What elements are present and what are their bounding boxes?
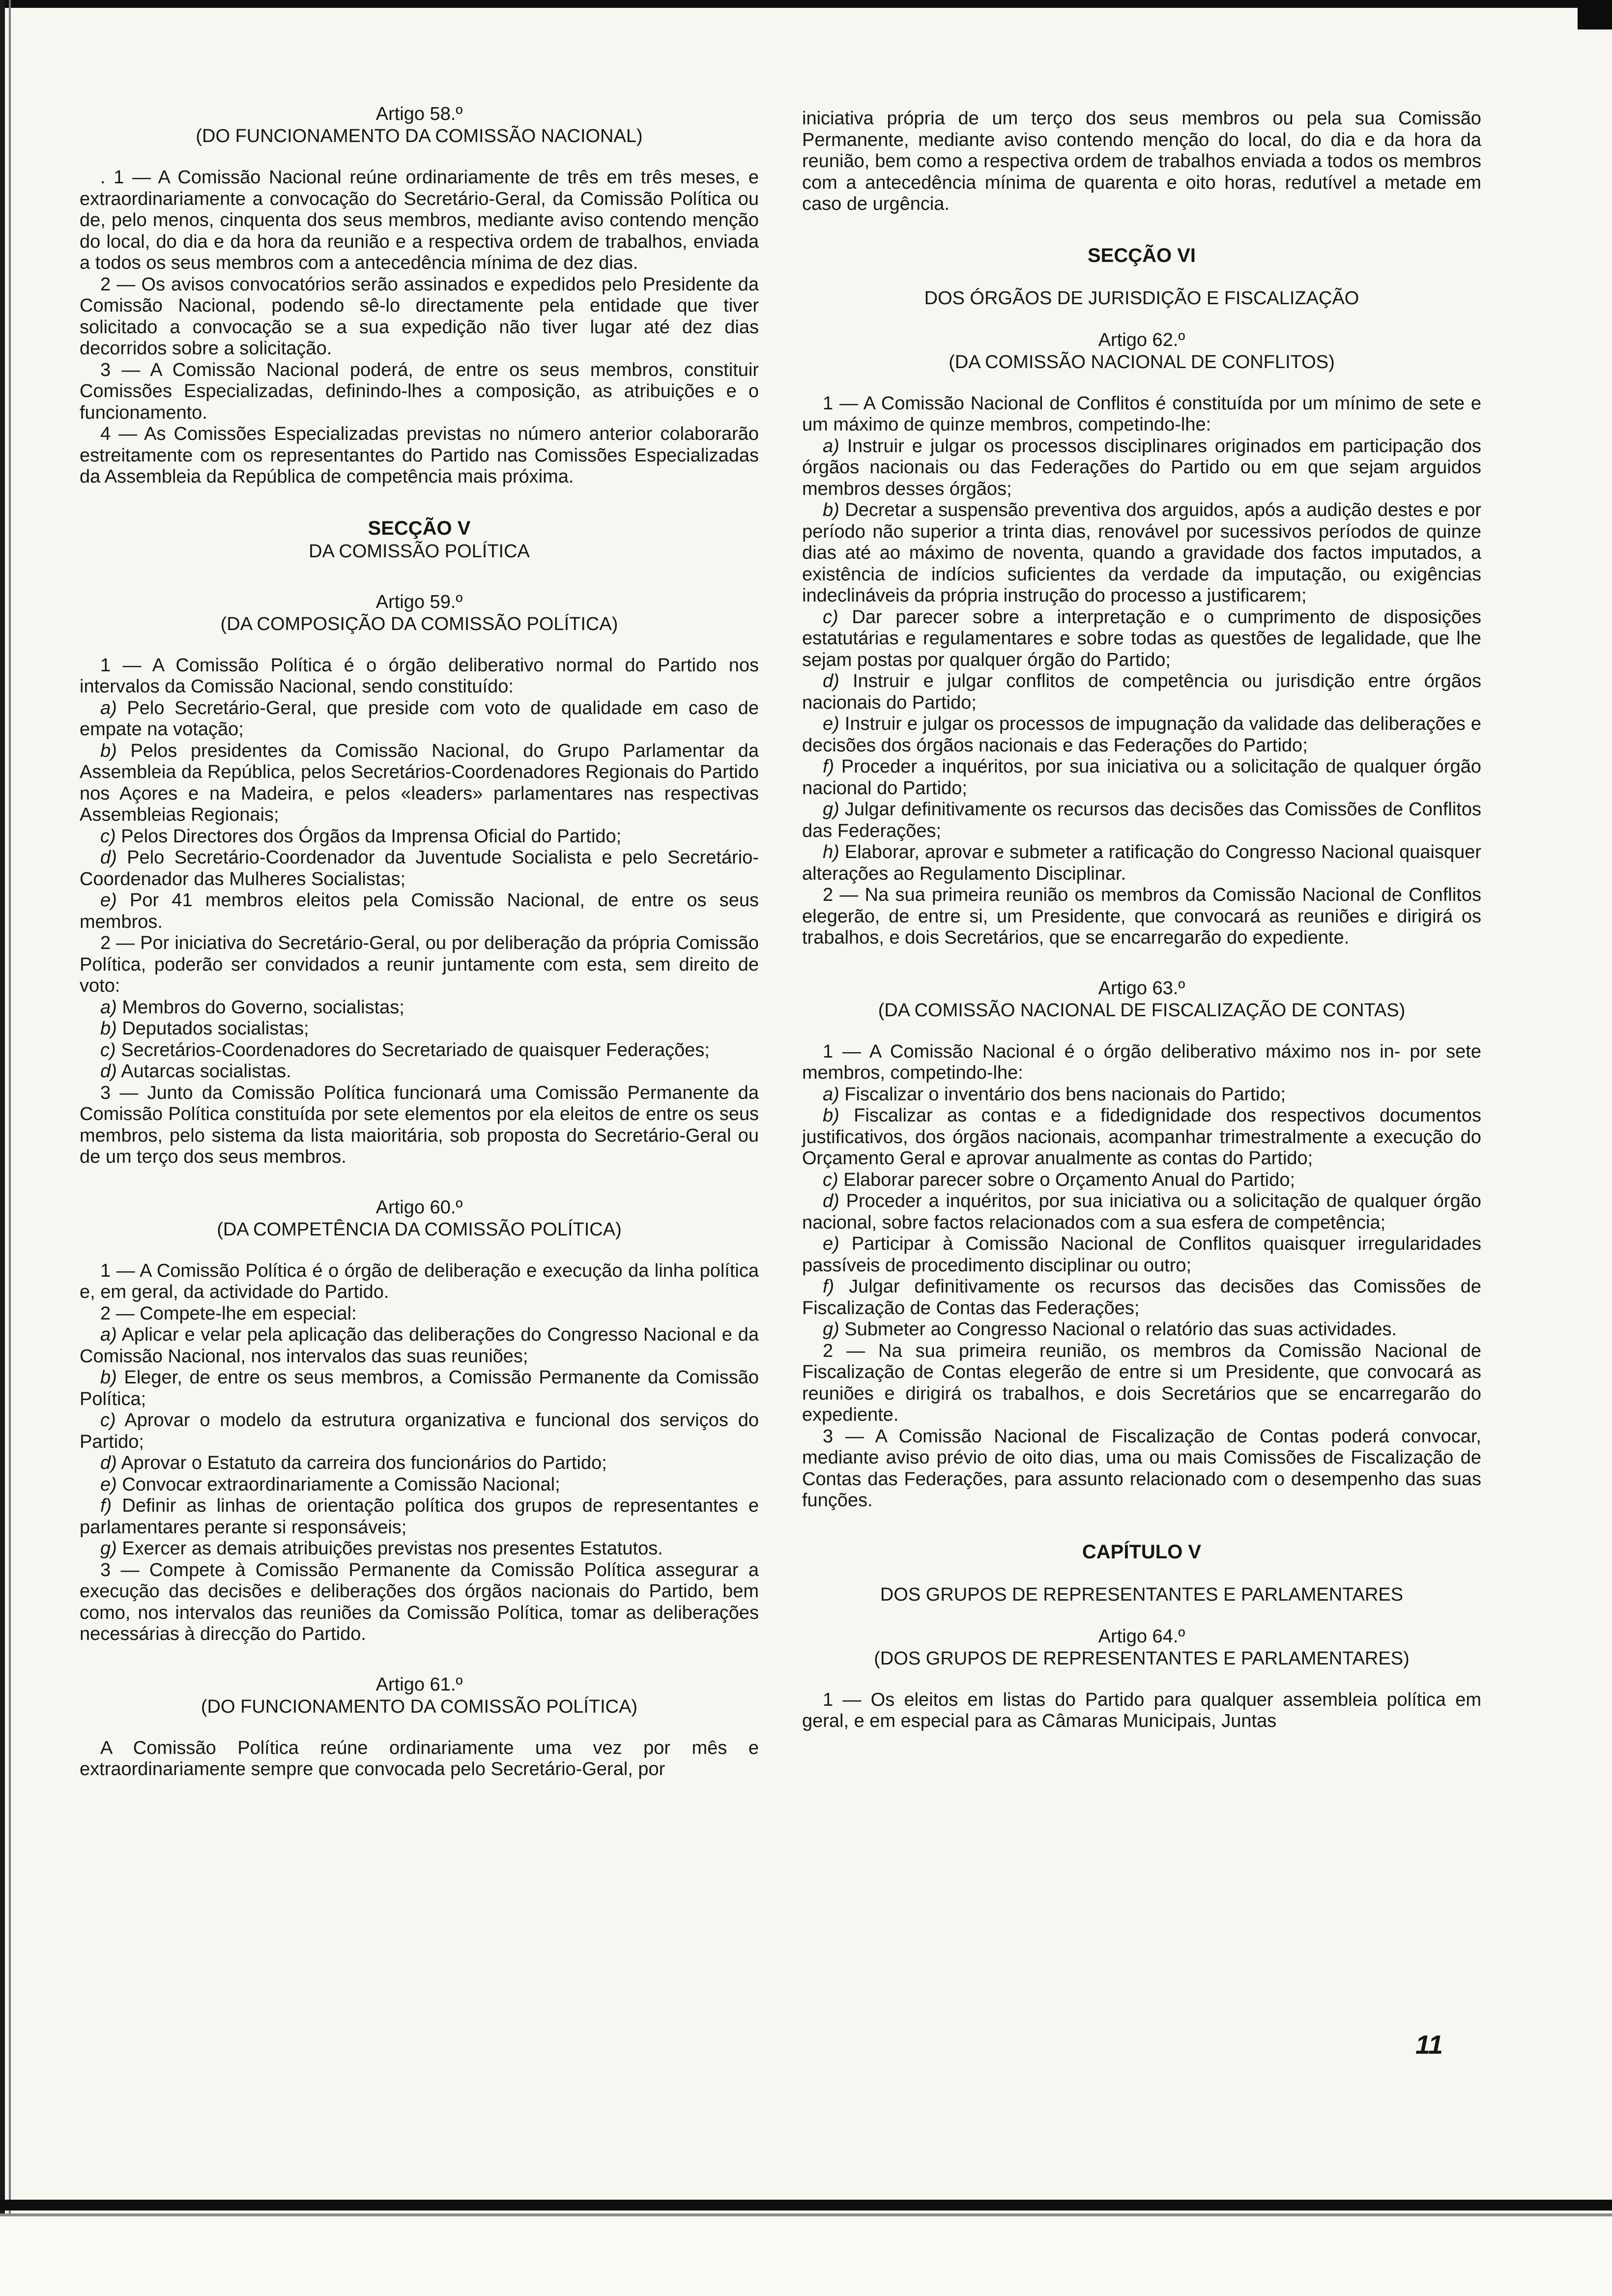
scan-border-top <box>0 0 1612 8</box>
list-text: Eleger, de entre os seus membros, a Comissão Permanente da Comissão Política; <box>80 1367 759 1409</box>
article-59-heading <box>80 591 759 635</box>
scan-corner-mark <box>1578 0 1612 29</box>
list-text: Pelo Secretário-Geral, que preside com voto de qualidade em caso de empate na votação; <box>80 697 759 740</box>
list-text: Membros do Governo, socialistas; <box>122 997 404 1018</box>
paragraph: 3 — A Comissão Nacional de Fiscalização de Contas poderá convocar, mediante aviso prévio de oito dias, uma ou mais Comissões de Fiscalização de Contas das Federações, para assunto relacionado com o desempenho das suas funções. <box>802 1426 1481 1511</box>
list-text: Proceder a inquéritos, por sua iniciativa ou a solicitação de qualquer órgão nacional, sobre factos relacionados com a sua esfera de competência; <box>802 1191 1481 1233</box>
list-item <box>802 1191 1481 1234</box>
list-text: Pelos presidentes da Comissão Nacional, do Grupo Parlamentar da Assembleia da República, pelos Secretários-Coordenadores Regionais do Partido nos Açores e na Madeira, e pelos «leaders» parlamentares nas respectivas Assembleias Regionais; <box>80 740 759 825</box>
article-62-heading <box>802 329 1481 373</box>
article-title: Artigo 59.º <box>375 591 463 612</box>
list-text: Convocar extraordinariamente a Comissão Nacional; <box>122 1474 560 1495</box>
list-letter: h) <box>823 842 839 862</box>
paragraph: 1 — Os eleitos em listas do Partido para qualquer assembleia política em geral, e em especial para as Câmaras Municipais, Juntas <box>802 1689 1481 1731</box>
list-item <box>802 842 1481 885</box>
list-text: Proceder a inquéritos, por sua iniciativa ou a solicitação de qualquer órgão nacional do Partido; <box>802 756 1481 799</box>
article-subtitle: (DA COMPOSIÇÃO DA COMISSÃO POLÍTICA) <box>220 613 618 634</box>
list-item <box>80 1040 759 1062</box>
list-item <box>802 1084 1481 1106</box>
list-letter: c) <box>100 1039 116 1061</box>
list-item <box>80 890 759 933</box>
list-letter: e) <box>100 890 117 911</box>
list-item <box>80 698 759 741</box>
list-letter: a) <box>823 435 839 457</box>
list-letter: f) <box>823 1276 835 1297</box>
list-letter: d) <box>100 1061 117 1082</box>
article-subtitle: (DA COMISSÃO NACIONAL DE FISCALIZAÇÃO DE CONTAS) <box>878 1000 1406 1021</box>
list-text: Fiscalizar as contas e a fidedignidade dos respectivos documentos justificativos, dos órgãos nacionais, acompanhar trimestralmente a execução do Orçamento Geral e aprovar anualmente as contas do Partido; <box>802 1105 1482 1169</box>
list-item <box>80 1453 759 1474</box>
list-letter: c) <box>823 1169 838 1190</box>
list-item <box>80 997 759 1019</box>
article-subtitle: (DO FUNCIONAMENTO DA COMISSÃO NACIONAL) <box>196 126 643 146</box>
chapter-title: CAPÍTULO V <box>1082 1541 1202 1563</box>
paragraph: 1 — A Comissão Política é o órgão deliberativo normal do Partido nos intervalos da Comissão Nacional, sendo constituído: <box>80 655 759 697</box>
section-title: SECÇÃO V <box>368 517 471 539</box>
scan-border-left <box>0 0 5 2296</box>
list-item <box>80 847 759 890</box>
list-text: Definir as linhas de orientação política dos grupos de representantes e parlamentares perante si responsáveis; <box>80 1495 759 1538</box>
list-text: Pelo Secretário-Coordenador da Juventude Socialista e pelo Secretário-Coordenador das Mulheres Socialistas; <box>80 847 759 890</box>
list-text: Deputados socialistas; <box>122 1018 309 1039</box>
list-letter: a) <box>100 1324 117 1345</box>
paragraph: 2 — Os avisos convocatórios serão assinados e expedidos pelo Presidente da Comissão Nacional, podendo sê-lo directamente pela entidade que tiver solicitado a convocação se a sua expedição não tiver lugar até dez dias decorridos sobre a solicitação. <box>80 274 759 359</box>
article-63-heading <box>802 977 1481 1022</box>
paragraph: 2 — Compete-lhe em especial: <box>100 1303 357 1324</box>
list-text: Secretários-Coordenadores do Secretariado de quaisquer Federações; <box>121 1039 710 1061</box>
list-letter: g) <box>100 1538 117 1559</box>
list-item <box>802 671 1481 714</box>
paragraph: 4 — As Comissões Especializadas previstas no número anterior colaborarão estreitamente com os representantes do Partido nas Comissões Especializadas da Assembleia da República de competência mais próxima. <box>80 424 759 487</box>
paragraph: 3 — A Comissão Nacional poderá, de entre os seus membros, constituir Comissões Especializadas, definindo-lhes a composição, as atribuições e o funcionamento. <box>80 359 759 423</box>
list-text: Instruir e julgar os processos de impugnação da validade das deliberações e decisões dos órgãos nacionais e das Federações do Partido; <box>802 714 1481 756</box>
list-item <box>802 1319 1481 1341</box>
list-item <box>802 799 1481 842</box>
article-subtitle: (DOS GRUPOS DE REPRESENTANTES E PARLAMENTARES) <box>874 1648 1410 1669</box>
list-letter: d) <box>100 847 117 868</box>
paragraph: 1 — A Comissão Nacional de Conflitos é constituída por um mínimo de sete e um máximo de quinze membros, competindo-lhe: <box>802 393 1481 435</box>
list-letter: b) <box>100 1367 117 1388</box>
paragraph: 1 — A Comissão Política é o órgão de deliberação e execução da linha política e, em geral, da actividade do Partido. <box>80 1260 759 1302</box>
list-item <box>802 436 1481 500</box>
list-text: Julgar definitivamente os recursos das decisões das Comissões de Fiscalização de Contas das Federações; <box>802 1276 1481 1319</box>
right-column <box>802 108 1481 1732</box>
list-item <box>80 1018 759 1040</box>
list-letter: b) <box>823 500 839 520</box>
list-text: Aprovar o modelo da estrutura organizativa e funcional dos serviços do Partido; <box>80 1410 759 1452</box>
list-text: Submeter ao Congresso Nacional o relatório das suas actividades. <box>844 1319 1397 1340</box>
list-letter: g) <box>823 799 839 820</box>
list-item <box>80 1538 759 1560</box>
article-title: Artigo 60.º <box>375 1197 463 1218</box>
paragraph: 3 — Compete à Comissão Permanente da Comissão Política assegurar a execução das decisões e deliberações dos órgãos nacionais do Partido, bem como, nos intervalos das reuniões da Comissão Política, tomar as deliberações necessárias à direcção do Partido. <box>80 1559 759 1644</box>
list-letter: a) <box>100 997 117 1018</box>
section-subtitle: DA COMISSÃO POLÍTICA <box>309 541 530 562</box>
list-text: Autarcas socialistas. <box>121 1061 291 1082</box>
list-text: Instruir e julgar conflitos de competência ou jurisdição entre órgãos nacionais do Partido; <box>802 671 1481 713</box>
article-64-heading <box>802 1626 1481 1670</box>
article-title: Artigo 58.º <box>375 104 463 124</box>
list-item <box>802 1105 1481 1170</box>
section-title: SECÇÃO VI <box>1087 244 1196 266</box>
paragraph: 3 — Junto da Comissão Política funcionará uma Comissão Permanente da Comissão Política constituída por sete elementos por ela eleitos de entre os seus membros, pelo sistema da lista maioritária, sob proposta do Secretário-Geral ou de um terço dos seus membros. <box>80 1082 759 1167</box>
scan-border-left-line <box>9 0 11 2296</box>
list-item <box>802 500 1481 607</box>
list-item <box>802 1234 1481 1276</box>
page-margin-bottom <box>0 2216 1612 2296</box>
article-58-heading <box>80 103 759 147</box>
list-text: Aplicar e velar pela aplicação das deliberações do Congresso Nacional e da Comissão Nacional, nos intervalos das suas reuniões; <box>80 1324 759 1367</box>
list-item <box>80 1324 759 1367</box>
list-item <box>80 741 759 826</box>
list-item <box>802 1170 1481 1191</box>
list-text: Instruir e julgar os processos disciplinares originados em participação dos órgãos nacionais ou das Federações do Partido ou em que sejam arguidos membros desses órgãos; <box>802 435 1481 499</box>
list-letter: c) <box>100 1410 116 1431</box>
list-item <box>80 1495 759 1538</box>
list-text: Pelos Directores dos Órgãos da Imprensa Oficial do Partido; <box>121 826 622 847</box>
list-text: Dar parecer sobre a interpretação e o cumprimento de disposições estatutárias e regulamentares e sobre todas as questões de legalidade, que lhe sejam postas por qualquer órgão do Partido; <box>802 606 1481 670</box>
paragraph: . 1 — A Comissão Nacional reúne ordinariamente de três em três meses, e extraordinariamente a convocação do Secretário-Geral, da Comissão Política ou de, pelo menos, cinquenta dos seus membros, mediante aviso contendo menção do local, do dia e da hora da reunião e a respectiva ordem de trabalhos, enviada a todos os seus membros com a antecedência mínima de dez dias. <box>80 167 759 273</box>
article-subtitle: (DA COMPETÊNCIA DA COMISSÃO POLÍTICA) <box>217 1219 622 1240</box>
list-item <box>802 714 1481 756</box>
list-letter: e) <box>823 1234 839 1254</box>
article-title: Artigo 61.º <box>375 1674 463 1695</box>
list-item <box>80 1410 759 1453</box>
list-text: Por 41 membros eleitos pela Comissão Nacional, de entre os seus membros. <box>80 890 759 932</box>
article-subtitle: (DA COMISSÃO NACIONAL DE CONFLITOS) <box>949 351 1335 373</box>
list-text: Exercer as demais atribuições previstas nos presentes Estatutos. <box>122 1538 663 1559</box>
list-letter: d) <box>100 1453 117 1473</box>
list-letter: b) <box>823 1105 839 1126</box>
list-letter: b) <box>100 740 117 761</box>
list-letter: d) <box>823 1191 839 1211</box>
list-letter: c) <box>823 606 838 628</box>
article-61-heading <box>80 1674 759 1718</box>
article-60-heading <box>80 1197 759 1241</box>
list-text: Aprovar o Estatuto da carreira dos funcionários do Partido; <box>121 1453 607 1473</box>
list-letter: c) <box>100 826 116 847</box>
article-title: Artigo 64.º <box>1098 1626 1185 1647</box>
article-title: Artigo 63.º <box>1098 977 1185 999</box>
paragraph: 2 — Na sua primeira reunião, os membros da Comissão Nacional de Fiscalização de Contas elegerão de entre si um Presidente, que convocará as reuniões e dirigirá os trabalhos, e dois Secretários que se encarregarão do expediente. <box>802 1340 1481 1425</box>
list-text: Julgar definitivamente os recursos das decisões das Comissões de Conflitos das Federações; <box>802 799 1482 841</box>
article-subtitle: (DO FUNCIONAMENTO DA COMISSÃO POLÍTICA) <box>201 1696 638 1717</box>
list-letter: b) <box>100 1018 117 1039</box>
list-item <box>80 1474 759 1496</box>
list-letter: a) <box>823 1084 839 1105</box>
list-letter: a) <box>100 697 117 718</box>
list-text: Decretar a suspensão preventiva dos arguidos, após a audição destes e por período não superior a trinta dias, renovável por sucessivos períodos de quinze dias até ao máximo de noventa, quando a gravidade dos factos imputados, a existência de indícios suficientes da verdade da imputação, ou exigências indeclináveis da própria instrução do processo a justificarem; <box>802 500 1481 606</box>
section-subtitle: DOS ÓRGÃOS DE JURISDIÇÃO E FISCALIZAÇÃO <box>924 287 1359 309</box>
list-item <box>802 1276 1481 1319</box>
list-text: Fiscalizar o inventário dos bens nacionais do Partido; <box>844 1084 1286 1105</box>
list-item <box>802 756 1481 799</box>
list-letter: e) <box>823 714 839 734</box>
list-letter: g) <box>823 1319 839 1340</box>
list-letter: e) <box>100 1474 117 1495</box>
page-number: 11 <box>1415 2030 1443 2060</box>
paragraph: 2 — Na sua primeira reunião os membros da Comissão Nacional de Conflitos elegerão, de entre si, um Presidente, que convocará as reuniões e dirigirá os trabalhos, e dois Secretários, que se encarregarão do expediente. <box>802 885 1481 948</box>
list-letter: d) <box>823 671 839 691</box>
paragraph: 1 — A Comissão Nacional é o órgão deliberativo máximo nos in- por sete membros, competindo-lhe: <box>802 1041 1481 1083</box>
scan-border-bottom <box>0 2200 1612 2210</box>
list-letter: f) <box>823 756 835 777</box>
paragraph: A Comissão Política reúne ordinariamente uma vez por mês e extraordinariamente sempre que convocada pelo Secretário-Geral, por <box>80 1737 759 1779</box>
list-item <box>802 607 1481 671</box>
left-column <box>80 103 759 1780</box>
paragraph-continuation: iniciativa própria de um terço dos seus membros ou pela sua Comissão Permanente, mediante aviso contendo menção do local, do dia e da hora da reunião, bem como a respectiva ordem de trabalhos enviada a todos os membros com a antecedência mínima de quarenta e oito horas, redutível a metade em caso de urgência. <box>802 108 1481 214</box>
chapter-subtitle: DOS GRUPOS DE REPRESENTANTES E PARLAMENTARES <box>880 1584 1404 1605</box>
list-item <box>80 1367 759 1410</box>
list-text: Participar à Comissão Nacional de Conflitos quaisquer irregularidades passíveis de procedimento disciplinar ou outro; <box>802 1234 1481 1276</box>
list-text: Elaborar, aprovar e submeter a ratificação do Congresso Nacional quaisquer alterações ao Regulamento Disciplinar. <box>802 842 1481 884</box>
paragraph: 2 — Por iniciativa do Secretário-Geral, ou por deliberação da própria Comissão Política, poderão ser convidados a reunir juntamente com esta, sem direito de voto: <box>80 933 759 996</box>
article-title: Artigo 62.º <box>1098 329 1185 350</box>
list-letter: f) <box>100 1495 112 1516</box>
list-text: Elaborar parecer sobre o Orçamento Anual do Partido; <box>843 1169 1295 1190</box>
list-item <box>80 826 759 848</box>
list-item <box>80 1061 759 1083</box>
